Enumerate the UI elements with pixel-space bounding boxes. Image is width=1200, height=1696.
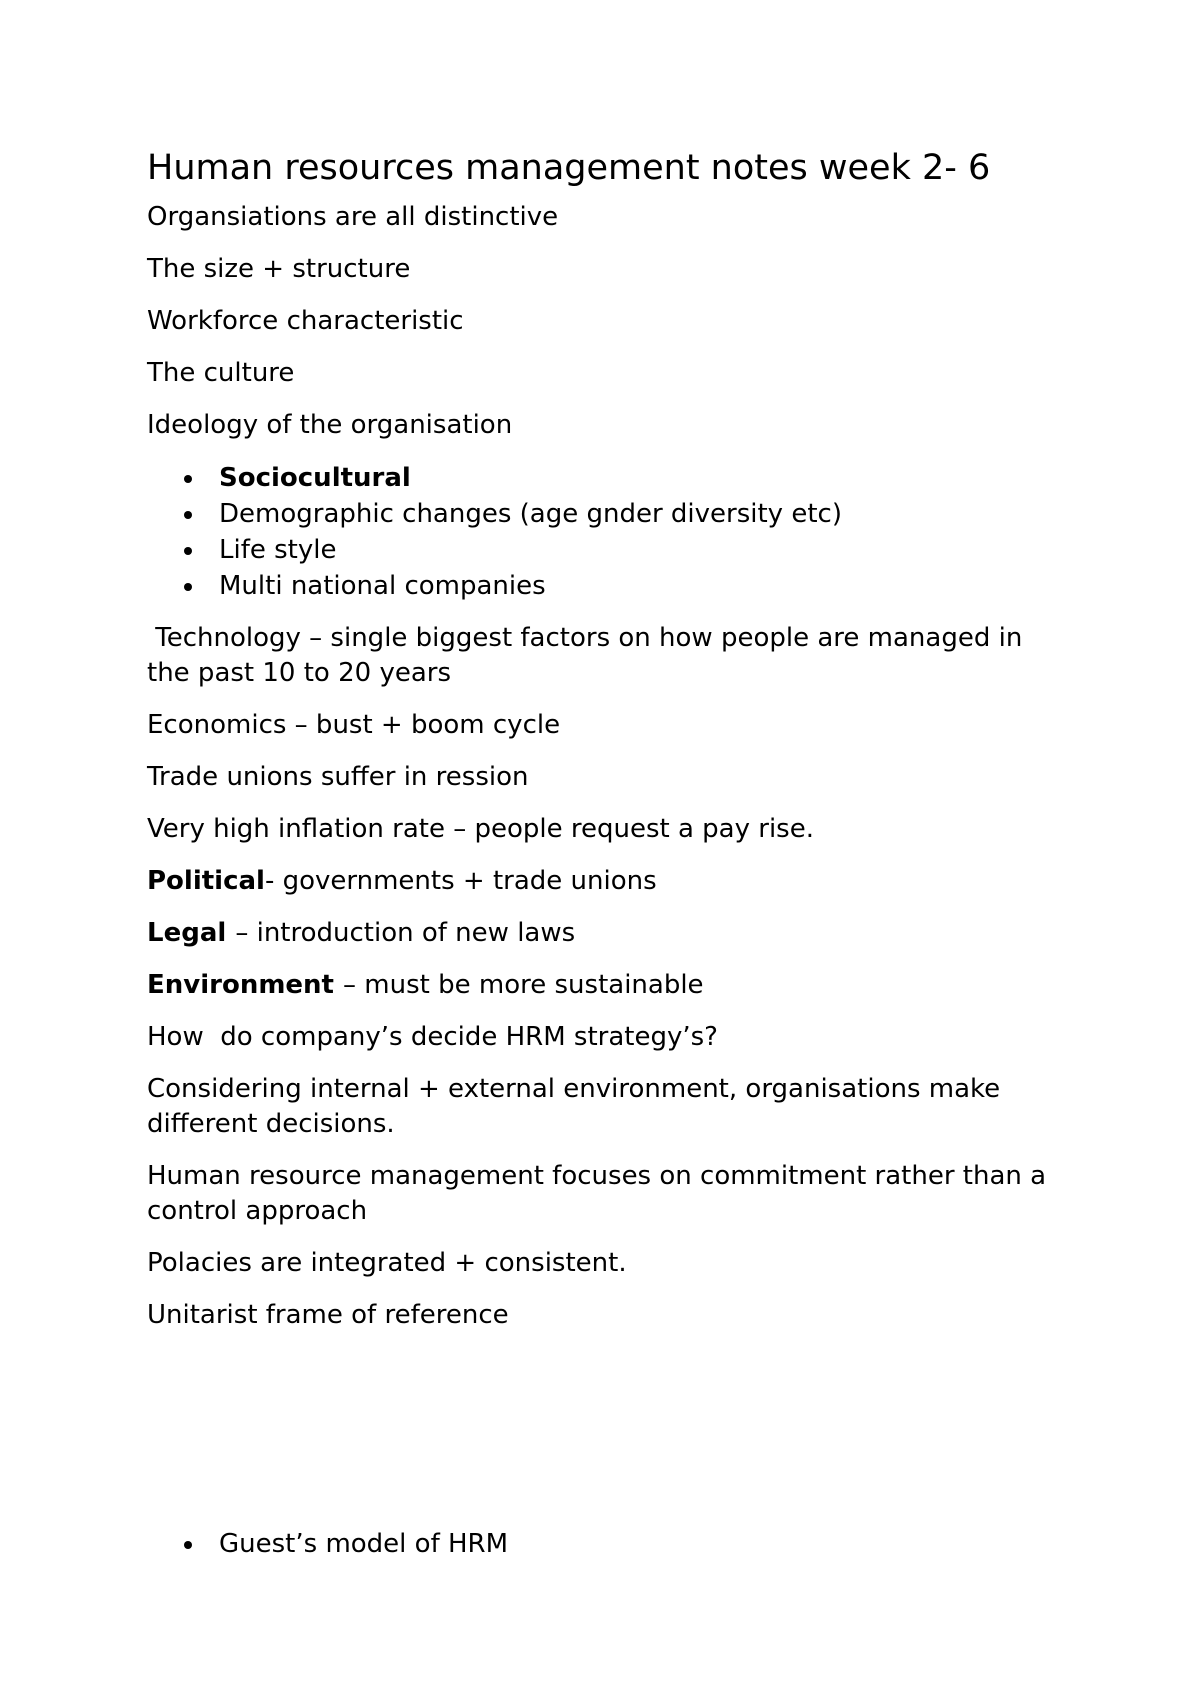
document-title: Human resources management notes week 2- 6	[147, 148, 991, 188]
policies-line: Polacies are integrated + consistent.	[147, 1248, 627, 1278]
bullet-icon	[184, 475, 192, 483]
unitarist-line: Unitarist frame of reference	[147, 1300, 509, 1330]
text-line: Organsiations are all distinctive	[147, 202, 559, 232]
political-text: - governments + trade unions	[264, 866, 657, 896]
political-line	[147, 864, 1067, 899]
list-item	[147, 568, 1067, 604]
trade-unions-line: Trade unions suffer in ression	[147, 762, 529, 792]
political-label: Political	[147, 866, 265, 896]
text-line: The size + structure	[147, 254, 411, 284]
list-item-text: Multi national companies	[219, 571, 546, 601]
text-line: The culture	[147, 358, 295, 388]
environment-text: – must be more sustainable	[343, 970, 704, 1000]
text-line: Workforce characteristic	[147, 306, 464, 336]
technology-paragraph: Technology – single biggest factors on how people are managed in the past 10 to 20 years	[147, 623, 1031, 688]
bullet-list-models	[147, 1526, 1067, 1562]
legal-line	[147, 916, 1067, 951]
list-item-text: Sociocultural	[219, 463, 411, 493]
inflation-line: Very high inflation rate – people request a pay rise.	[147, 814, 814, 844]
bullet-icon	[184, 511, 192, 519]
list-item-text: Life style	[219, 535, 337, 565]
blank-space	[147, 1350, 1067, 1526]
hrm-focus-paragraph: Human resource management focuses on commitment rather than a control approach	[147, 1161, 1047, 1226]
list-item	[147, 1526, 1067, 1562]
list-item-text: Demographic changes (age gnder diversity etc)	[219, 499, 842, 529]
bullet-icon	[184, 547, 192, 555]
environment-line	[147, 968, 1067, 1003]
list-item	[147, 496, 1067, 532]
list-item-text: Guest’s model of HRM	[219, 1529, 509, 1559]
legal-text: – introduction of new laws	[235, 918, 576, 948]
economics-line: Economics – bust + boom cycle	[147, 710, 561, 740]
bullet-icon	[184, 583, 192, 591]
document-body	[147, 146, 1067, 1579]
considering-paragraph: Considering internal + external environment, organisations make different decisions.	[147, 1074, 1001, 1139]
list-item	[147, 532, 1067, 568]
question-line: How do company’s decide HRM strategy’s?	[147, 1022, 718, 1052]
text-line: Ideology of the organisation	[147, 410, 513, 440]
bullet-icon	[184, 1541, 192, 1549]
bullet-list-factors	[147, 460, 1067, 604]
list-item	[147, 460, 1067, 496]
legal-label: Legal	[147, 918, 236, 948]
environment-label: Environment	[147, 970, 344, 1000]
